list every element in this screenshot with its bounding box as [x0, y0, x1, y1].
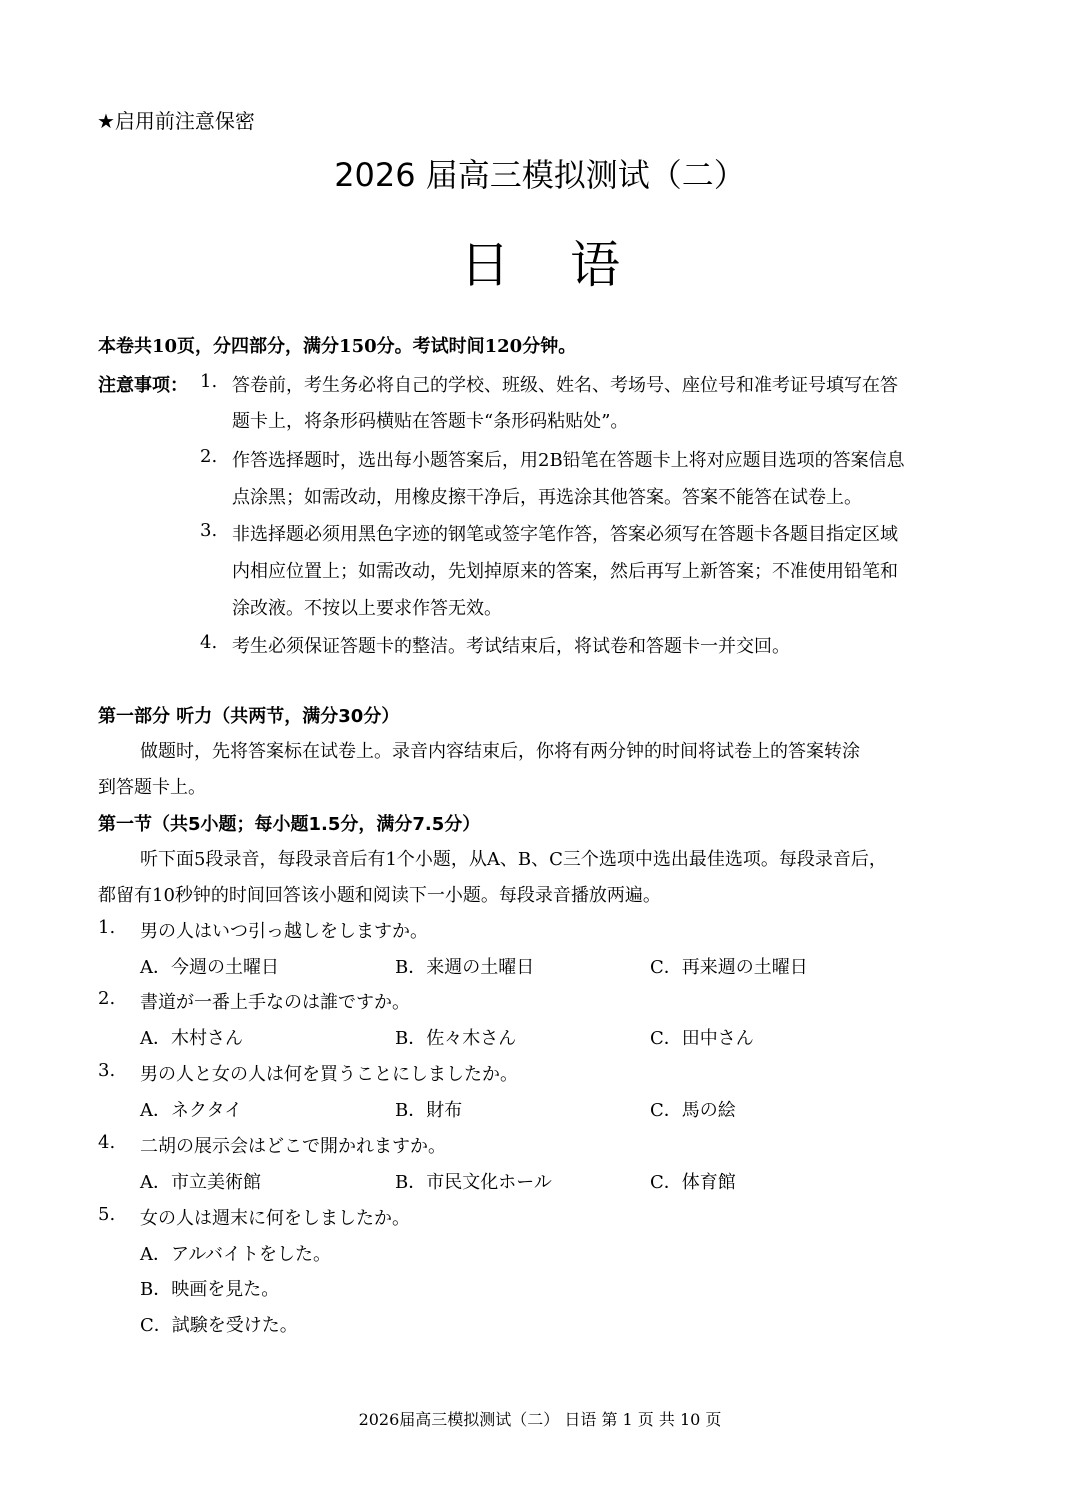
question-2-option-b: B．佐々木さん — [395, 1028, 517, 1049]
notice-1-line-1: 答卷前，考生务必将自己的学校、班级、姓名、考场号、座位号和准考证号填写在答 — [232, 375, 898, 396]
question-5-option-b: B．映画を見た。 — [140, 1279, 280, 1300]
notice-4-number: 4. — [200, 632, 218, 653]
section1-intro-line-1: 听下面5段录音，每段录音后有1个小题，从A、B、C三个选项中选出最佳选项。每段录音后， — [140, 849, 887, 870]
exam-title: 2026 届高三模拟测试（二） — [334, 156, 746, 194]
part1-intro-line-2: 到答题卡上。 — [98, 777, 206, 798]
notice-3-number: 3. — [200, 520, 218, 541]
notice-1-number: 1. — [200, 371, 218, 392]
notice-4-line-1: 考生必须保证答题卡的整洁。考试结束后，将试卷和答题卡一并交回。 — [232, 636, 790, 657]
question-4-number: 4. — [98, 1132, 116, 1153]
notice-2-number: 2. — [200, 446, 218, 467]
question-1-number: 1. — [98, 917, 116, 938]
question-4-text: 二胡の展示会はどこで開かれますか。 — [140, 1136, 446, 1157]
question-3-number: 3. — [98, 1060, 116, 1081]
question-1-option-c: C．再来週の土曜日 — [650, 957, 808, 978]
question-3-option-b: B．財布 — [395, 1100, 463, 1121]
notice-2-line-1: 作答选择题时，选出每小题答案后，用2B铅笔在答题卡上将对应题目选项的答案信息 — [232, 450, 905, 471]
section1-heading: 第一节（共5小题；每小题1.5分，满分7.5分） — [98, 814, 481, 835]
notice-3-line-1: 非选择题必须用黑色字迹的钢笔或签字笔作答，答案必须写在答题卡各题目指定区域 — [232, 524, 898, 545]
question-1-option-a: A．今週の土曜日 — [140, 957, 279, 978]
subject-title — [0, 225, 1080, 297]
question-1-text: 男の人はいつ引っ越しをしますか。 — [140, 921, 428, 942]
notice-1-line-2: 题卡上，将条形码横贴在答题卡“条形码粘贴处”。 — [232, 411, 629, 432]
question-1-option-b: B．来週の土曜日 — [395, 957, 535, 978]
notice-3-line-3: 涂改液。不按以上要求作答无效。 — [232, 598, 502, 619]
page-footer: 2026届高三模拟测试（二） 日语 第 1 页 共 10 页 — [358, 1410, 722, 1429]
question-2-text: 書道が一番上手なのは誰ですか。 — [140, 992, 410, 1013]
question-2-number: 2. — [98, 988, 116, 1009]
notice-3-line-2: 内相应位置上；如需改动，先划掉原来的答案，然后再写上新答案；不准使用铅笔和 — [232, 561, 898, 582]
question-3-option-a: A．ネクタイ — [140, 1100, 243, 1121]
question-2-option-a: A．木村さん — [140, 1028, 243, 1049]
question-3-text: 男の人と女の人は何を買うことにしましたか。 — [140, 1064, 518, 1085]
notice-label: 注意事项： — [98, 375, 188, 396]
part1-heading: 第一部分 听力（共两节，满分30分） — [98, 706, 400, 727]
subject-char-2: 语 — [570, 236, 620, 294]
question-5-option-c: C．試験を受けた。 — [140, 1315, 298, 1336]
question-3-option-c: C．馬の絵 — [650, 1100, 736, 1121]
exam-summary: 本卷共10页，分四部分，满分150分。考试时间120分钟。 — [98, 336, 577, 357]
question-5-number: 5. — [98, 1204, 116, 1225]
confidential-notice: ★启用前注意保密 — [97, 109, 255, 133]
subject-char-1: 日 — [460, 236, 510, 294]
question-4-option-c: C．体育館 — [650, 1172, 736, 1193]
question-2-option-c: C．田中さん — [650, 1028, 754, 1049]
question-4-option-b: B．市民文化ホール — [395, 1172, 552, 1193]
section1-intro-line-2: 都留有10秒钟的时间回答该小题和阅读下一小题。每段录音播放两遍。 — [98, 885, 661, 906]
question-4-option-a: A．市立美術館 — [140, 1172, 261, 1193]
part1-intro-line-1: 做题时，先将答案标在试卷上。录音内容结束后，你将有两分钟的时间将试卷上的答案转涂 — [140, 741, 860, 762]
question-5-text: 女の人は週末に何をしましたか。 — [140, 1208, 410, 1229]
question-5-option-a: A．アルバイトをした。 — [140, 1244, 332, 1265]
notice-2-line-2: 点涂黑；如需改动，用橡皮擦干净后，再选涂其他答案。答案不能答在试卷上。 — [232, 487, 862, 508]
